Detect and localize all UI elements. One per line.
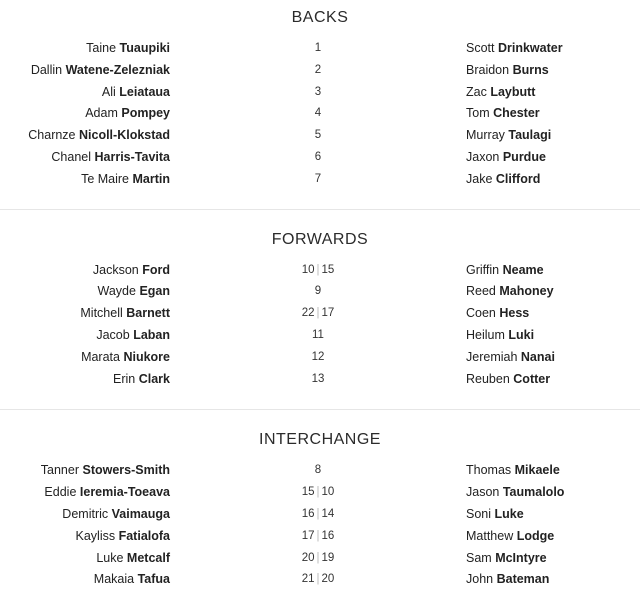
away-first-name: Reuben: [466, 371, 510, 386]
home-player-name[interactable]: [28, 125, 170, 147]
jersey-number: [270, 38, 366, 60]
away-first-name: Zac: [466, 84, 487, 99]
away-player-name[interactable]: [466, 526, 554, 548]
away-last-name: Nanai: [520, 349, 555, 364]
away-player-name[interactable]: [466, 460, 560, 482]
home-player-name[interactable]: [51, 147, 170, 169]
home-player-name[interactable]: [41, 460, 170, 482]
away-last-name: Clifford: [495, 171, 541, 186]
home-player-name[interactable]: [93, 260, 170, 282]
player-row: [0, 103, 640, 125]
away-player-name[interactable]: [466, 103, 540, 125]
jersey-number: [270, 569, 366, 591]
away-player-name[interactable]: [466, 281, 554, 303]
home-first-name: Erin: [113, 371, 136, 386]
number-divider: |: [316, 307, 320, 320]
away-player-name[interactable]: [466, 347, 555, 369]
away-first-name: Soni: [466, 506, 492, 521]
home-player-name[interactable]: [62, 504, 170, 526]
jersey-number: [270, 260, 366, 282]
jersey-number-away: 10: [321, 486, 335, 499]
away-last-name: Mahoney: [499, 284, 554, 299]
home-last-name: Vaimauga: [111, 506, 170, 521]
section-backs: [0, 0, 640, 191]
away-first-name: Tom: [466, 106, 490, 121]
player-row: [0, 82, 640, 104]
section-title: FORWARDS: [271, 230, 369, 248]
away-first-name: Reed: [466, 284, 496, 299]
jersey-number-value: 17: [301, 529, 315, 542]
home-last-name: Ford: [142, 262, 170, 277]
away-first-name: Murray: [466, 128, 505, 143]
away-first-name: John: [466, 572, 494, 587]
away-player-name[interactable]: [466, 260, 544, 282]
jersey-number-value: 1: [314, 42, 322, 54]
away-last-name: Mikaele: [514, 463, 560, 478]
jersey-number-away: 20: [321, 573, 335, 586]
player-row: [0, 147, 640, 169]
home-first-name: Ali: [101, 84, 116, 99]
home-last-name: Tuaupiki: [119, 41, 170, 55]
jersey-number: [270, 82, 366, 104]
away-last-name: Taulagi: [508, 128, 552, 143]
number-divider: |: [316, 551, 320, 564]
away-last-name: Taumalolo: [502, 485, 565, 500]
jersey-number-value: 5: [314, 129, 322, 142]
away-player-name[interactable]: [466, 482, 564, 504]
number-divider: |: [316, 529, 320, 542]
jersey-number-away: 14: [321, 507, 335, 520]
away-first-name: Coen: [466, 306, 496, 321]
jersey-number: [270, 281, 366, 303]
away-last-name: Chester: [493, 106, 540, 121]
jersey-number: [270, 325, 366, 347]
away-first-name: Jake: [466, 171, 493, 186]
player-row: [0, 482, 640, 504]
jersey-number-value: 12: [311, 350, 325, 363]
home-first-name: Dallin: [30, 62, 63, 77]
jersey-number: [270, 60, 366, 82]
number-divider: |: [316, 507, 320, 520]
away-player-name[interactable]: [466, 504, 524, 526]
jersey-number-value: 2: [314, 63, 322, 76]
player-row: [0, 526, 640, 548]
away-last-name: Luke: [494, 506, 524, 521]
away-last-name: Purdue: [502, 149, 546, 164]
jersey-number: [270, 147, 366, 169]
jersey-number-value: 8: [314, 464, 322, 477]
away-player-name[interactable]: [466, 369, 550, 391]
home-last-name: Niukore: [123, 349, 170, 364]
home-first-name: Chanel: [51, 149, 92, 164]
player-row: [0, 303, 640, 325]
home-player-name[interactable]: [81, 169, 170, 191]
home-player-name[interactable]: [96, 325, 170, 347]
player-row: [0, 281, 640, 303]
player-row: [0, 460, 640, 482]
home-player-name[interactable]: [86, 38, 170, 60]
away-last-name: Laybutt: [490, 84, 536, 99]
home-last-name: Barnett: [126, 306, 170, 321]
away-first-name: Jeremiah: [466, 349, 518, 364]
section-title: INTERCHANGE: [259, 431, 381, 449]
section-title: BACKS: [291, 9, 349, 26]
jersey-number-value: 6: [314, 150, 322, 163]
jersey-number-value: 3: [314, 85, 322, 98]
home-first-name: Charnze: [28, 128, 76, 143]
jersey-number-value: 7: [314, 172, 322, 185]
jersey-number-value: 13: [311, 372, 325, 385]
jersey-number: [270, 125, 366, 147]
jersey-number-value: 20: [301, 551, 315, 564]
jersey-number-value: 4: [314, 107, 322, 120]
home-first-name: Eddie: [44, 485, 77, 500]
player-row: [0, 569, 640, 591]
away-player-name[interactable]: [466, 569, 549, 591]
home-last-name: Ieremia-Toeava: [79, 485, 170, 500]
home-player-name[interactable]: [96, 548, 170, 570]
home-first-name: Kayliss: [75, 528, 116, 543]
home-player-name[interactable]: [44, 482, 170, 504]
player-row: [0, 260, 640, 282]
home-player-name[interactable]: [102, 82, 170, 104]
jersey-number: [270, 526, 366, 548]
jersey-number-away: 19: [321, 551, 335, 564]
jersey-number: [270, 303, 366, 325]
away-first-name: Jason: [466, 485, 500, 500]
number-divider: |: [316, 573, 320, 586]
home-first-name: Taine: [86, 41, 117, 55]
home-first-name: Marata: [81, 349, 120, 364]
player-row: [0, 548, 640, 570]
jersey-number-away: 17: [321, 307, 335, 320]
jersey-number-away: 16: [321, 529, 335, 542]
home-last-name: Leiataua: [119, 84, 170, 99]
home-player-name[interactable]: [80, 303, 170, 325]
away-first-name: Jaxon: [466, 149, 500, 164]
jersey-number-value: 10: [301, 263, 315, 276]
away-player-name[interactable]: [466, 325, 534, 347]
home-last-name: Tafua: [137, 572, 170, 587]
home-last-name: Watene-Zelezniak: [65, 62, 170, 77]
away-first-name: Thomas: [466, 463, 512, 478]
jersey-number-value: 11: [312, 328, 324, 341]
away-last-name: Cotter: [513, 371, 551, 386]
jersey-number: [270, 504, 366, 526]
player-row: [0, 60, 640, 82]
jersey-number-value: 9: [314, 285, 322, 298]
away-last-name: Luki: [508, 327, 535, 342]
jersey-number: [270, 548, 366, 570]
section-interchange: [0, 409, 640, 591]
away-player-name[interactable]: [466, 60, 549, 82]
home-last-name: Nicoll-Klokstad: [79, 128, 170, 143]
home-last-name: Laban: [133, 327, 170, 342]
away-first-name: Matthew: [466, 528, 514, 543]
jersey-number-value: 15: [301, 486, 315, 499]
away-last-name: Drinkwater: [497, 41, 563, 55]
jersey-number: [270, 460, 366, 482]
home-first-name: Jacob: [96, 327, 130, 342]
away-first-name: Heilum: [466, 327, 505, 342]
player-row: [0, 347, 640, 369]
number-divider: |: [316, 486, 320, 499]
player-row: [0, 504, 640, 526]
home-last-name: Fatialofa: [118, 528, 170, 543]
home-first-name: Adam: [85, 106, 118, 121]
away-last-name: Lodge: [516, 528, 555, 543]
away-player-name[interactable]: [466, 82, 535, 104]
home-first-name: Te Maire: [81, 171, 130, 186]
away-last-name: Neame: [502, 262, 544, 277]
player-row: [0, 169, 640, 191]
jersey-number-value: 16: [301, 507, 315, 520]
home-last-name: Harris-Tavita: [94, 149, 170, 164]
away-last-name: McIntyre: [495, 550, 547, 565]
jersey-number-away: 15: [321, 263, 335, 276]
home-player-name[interactable]: [76, 526, 170, 548]
away-player-name[interactable]: [466, 147, 546, 169]
home-player-name[interactable]: [81, 347, 170, 369]
home-player-name[interactable]: [98, 281, 171, 303]
jersey-number: [270, 369, 366, 391]
home-first-name: Wayde: [97, 284, 136, 299]
home-last-name: Metcalf: [126, 550, 170, 565]
number-divider: |: [316, 263, 320, 276]
jersey-number: [270, 103, 366, 125]
player-row: [0, 125, 640, 147]
jersey-number: [270, 347, 366, 369]
away-player-name[interactable]: [466, 548, 547, 570]
away-player-name[interactable]: [466, 303, 529, 325]
away-last-name: Burns: [512, 62, 549, 77]
home-first-name: Tanner: [40, 463, 79, 478]
jersey-number: [270, 169, 366, 191]
away-first-name: Scott: [466, 41, 495, 55]
home-last-name: Egan: [139, 284, 170, 299]
away-last-name: Bateman: [496, 572, 550, 587]
away-first-name: Braidon: [466, 62, 510, 77]
away-first-name: Griffin: [466, 262, 500, 277]
home-last-name: Pompey: [121, 106, 170, 121]
home-player-name[interactable]: [94, 569, 170, 591]
home-player-name[interactable]: [85, 103, 170, 125]
jersey-number: [270, 482, 366, 504]
home-first-name: Makaia: [93, 572, 135, 587]
home-first-name: Mitchell: [80, 306, 123, 321]
home-last-name: Stowers-Smith: [82, 463, 170, 478]
player-row: [0, 38, 640, 60]
away-player-name[interactable]: [466, 125, 551, 147]
home-player-name[interactable]: [31, 60, 170, 82]
away-player-name[interactable]: [466, 38, 563, 60]
away-first-name: Sam: [466, 550, 492, 565]
jersey-number-value: 22: [301, 307, 315, 320]
away-last-name: Hess: [499, 306, 530, 321]
player-row: [0, 325, 640, 347]
section-forwards: [0, 209, 640, 391]
jersey-number-value: 21: [301, 573, 315, 586]
home-first-name: Jackson: [92, 262, 139, 277]
home-last-name: Clark: [138, 371, 170, 386]
home-first-name: Demitric: [62, 506, 109, 521]
home-last-name: Martin: [132, 171, 170, 186]
home-player-name[interactable]: [113, 369, 170, 391]
home-first-name: Luke: [96, 550, 124, 565]
player-row: [0, 369, 640, 391]
away-player-name[interactable]: [466, 169, 540, 191]
